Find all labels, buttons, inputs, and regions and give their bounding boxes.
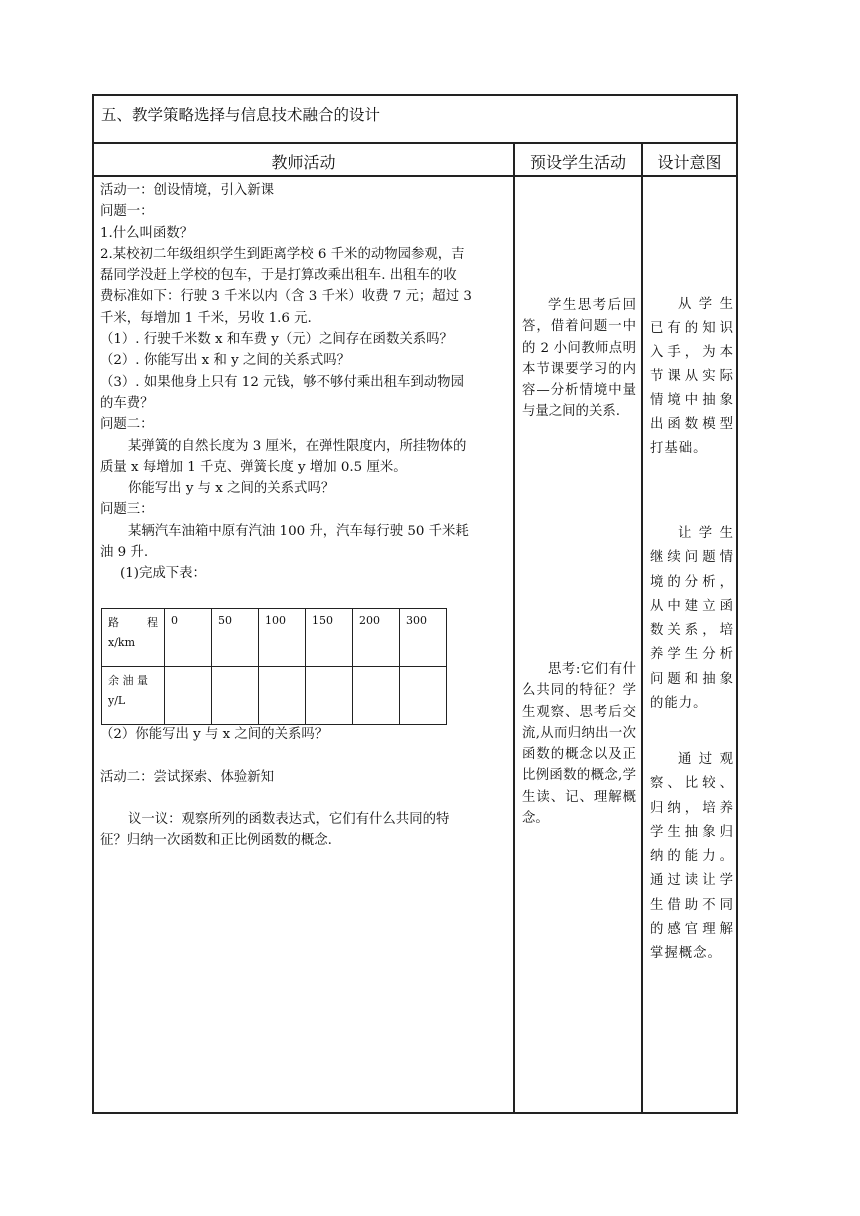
section-title: 五、教学策略选择与信息技术融合的设计: [101, 106, 381, 124]
problem-two-text: 某弹簧的自然长度为 3 厘米，在弹性限度内，所挂物体的: [128, 438, 467, 454]
problem-one-q2-line: 费标准如下：行驶 3 千米以内（含 3 千米）收费 7 元；超过 3: [100, 289, 472, 305]
discussion-text: 征？归纳一次函数和正比例函数的概念.: [100, 833, 332, 849]
fuel-table: [101, 608, 447, 725]
problem-three-sub2: （2）你能写出 y 与 x 之间的关系吗？: [100, 727, 329, 742]
header-student-activity: 预设学生活动: [529, 153, 626, 172]
teacher-activity-text: [100, 180, 510, 585]
problem-two-text: 质量 x 每增加 1 千克、弹簧长度 y 增加 0.5 厘米。: [100, 459, 407, 475]
problem-three-text: 油 9 升.: [100, 545, 149, 561]
problem-one-label: 问题一：: [100, 204, 154, 220]
problem-one-q2-line: 磊同学没赶上学校的包车，于是打算改乘出租车. 出租车的收: [100, 268, 457, 284]
table-cell: 100: [259, 609, 306, 667]
problem-three-label: 问题三：: [100, 502, 154, 518]
teacher-activity-text-2: [100, 724, 510, 852]
table-row: [102, 609, 447, 667]
table-cell: 50: [212, 609, 259, 667]
header-design-intent: 设计意图: [657, 153, 722, 172]
table-row: [102, 667, 447, 725]
problem-one-q1: 1.什么叫函数？: [100, 225, 194, 241]
design-intent-1: 从学生已有的知识入手，为本节课从实际情境中抽象出函数模型打基础。: [650, 297, 734, 456]
student-activity-1: 学生思考后回答，借着问题一中的 2 小问教师点明本节课要学习的内容—分析情境中量与量之间的关系.: [522, 298, 636, 420]
problem-one-sub2: （2）. 你能写出 x 和 y 之间的关系式吗？: [100, 353, 351, 369]
design-intent-3: 通过观察、比较、归纳，培养学生抽象归纳的能力。通过读让学生借助不同的感官理解掌握概念。: [650, 752, 734, 962]
activity-two-heading: 活动二：尝试探索、体验新知: [100, 769, 275, 785]
problem-one-q2-line: 千米，每增加 1 千米，另收 1.6 元.: [100, 310, 312, 326]
problem-one-sub3: 的车费？: [100, 395, 154, 411]
problem-three-text: 某辆汽车油箱中原有汽油 100 升，汽车每行驶 50 千米耗: [128, 523, 469, 539]
row-label-distance: 路 程 x/km: [102, 609, 165, 667]
problem-two-label: 问题二：: [100, 417, 154, 433]
problem-three-sub1: (1)完成下表：: [120, 566, 206, 582]
discussion-text: 议一议：观察所列的函数表达式，它们有什么共同的特: [128, 812, 450, 828]
design-intent-2: 让学生继续问题情境的分析，从中建立函数关系，培养学生分析问题和抽象的能力。: [650, 526, 734, 712]
table-cell: 150: [306, 609, 353, 667]
problem-one-q2-line: 2.某校初二年级组织学生到距离学校 6 千米的动物园参观，吉: [100, 246, 465, 262]
table-cell: 0: [165, 609, 212, 667]
problem-two-question: 你能写出 y 与 x 之间的关系式吗？: [128, 481, 335, 497]
table-cell: [259, 667, 306, 725]
row-label-fuel: 余 油 量 y/L: [102, 667, 165, 725]
table-cell: [212, 667, 259, 725]
student-activity-2: 思考:它们有什么共同的特征？学生观察、思考后交流,从而归纳出一次函数的概念以及正比例函数的概念,学生读、记、理解概念。: [522, 662, 636, 827]
activity-one-heading: 活动一：创设情境，引入新课: [100, 183, 275, 198]
divider: [641, 143, 643, 1114]
problem-one-sub3: （3）. 如果他身上只有 12 元钱，够不够付乘出租车到动物园: [100, 374, 464, 390]
table-cell: [400, 667, 447, 725]
table-cell: [306, 667, 353, 725]
table-cell: [353, 667, 400, 725]
header-teacher-activity: 教师活动: [271, 153, 336, 172]
table-cell: 200: [353, 609, 400, 667]
divider: [513, 143, 515, 1114]
table-cell: [165, 667, 212, 725]
problem-one-sub1: （1）. 行驶千米数 x 和车费 y（元）之间存在函数关系吗？: [100, 332, 453, 348]
table-cell: 300: [400, 609, 447, 667]
